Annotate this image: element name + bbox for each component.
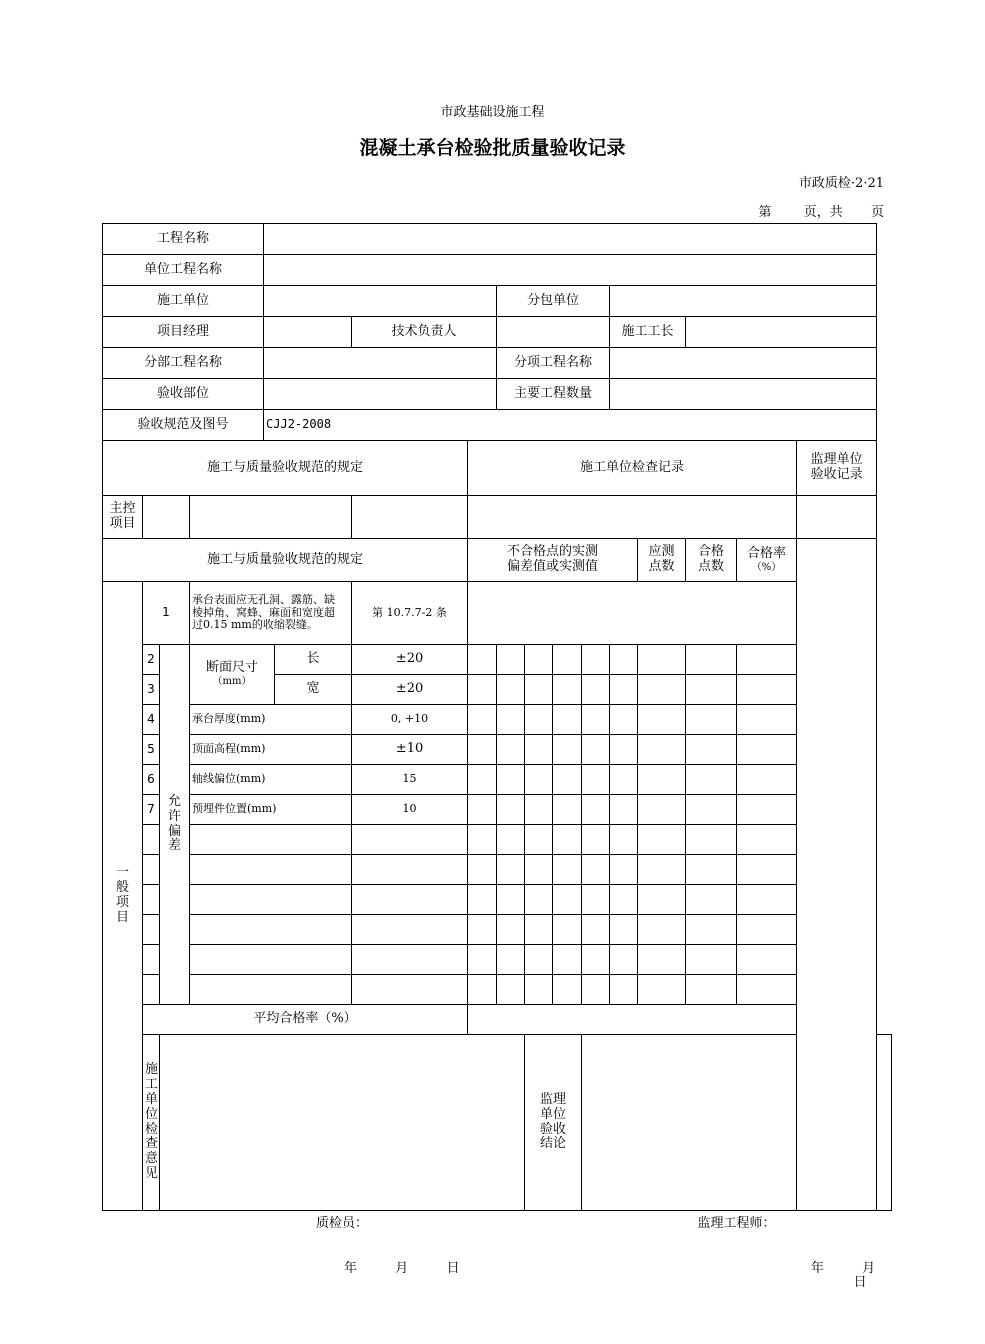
measure-cell[interactable] xyxy=(553,945,582,975)
check-record-header: 施工单位检查记录 xyxy=(468,441,797,496)
measure-cell[interactable] xyxy=(582,915,610,945)
avg-pass-rate-label: 平均合格率（%） xyxy=(143,1005,468,1035)
measure-cell[interactable] xyxy=(525,735,553,765)
measure-cell[interactable] xyxy=(497,675,525,705)
table-row xyxy=(103,945,892,975)
points-cell[interactable] xyxy=(638,765,686,795)
empty-name[interactable] xyxy=(190,975,352,1005)
main-quantity-label: 主要工程数量 xyxy=(497,379,610,410)
table-row xyxy=(103,645,892,675)
division-field[interactable] xyxy=(264,348,497,379)
main-control-record[interactable] xyxy=(468,496,797,539)
item-no: 5 xyxy=(143,735,160,765)
measure-cell[interactable] xyxy=(553,735,582,765)
spec-label: 验收规范及图号 xyxy=(103,410,264,441)
empty-name[interactable] xyxy=(190,915,352,945)
pass-points-cell[interactable] xyxy=(686,885,737,915)
measure-cell[interactable] xyxy=(497,735,525,765)
empty-value[interactable] xyxy=(352,945,468,975)
measure-cell[interactable] xyxy=(525,675,553,705)
measure-cell[interactable] xyxy=(610,975,638,1005)
points-cell[interactable] xyxy=(638,855,686,885)
empty-no[interactable] xyxy=(143,855,160,885)
item-name: 预埋件位置(mm) xyxy=(190,795,352,825)
table-row xyxy=(103,885,892,915)
measure-cell[interactable] xyxy=(525,855,553,885)
item-no: 1 xyxy=(143,582,190,645)
item-name: 承台厚度(mm) xyxy=(190,705,352,735)
empty-name[interactable] xyxy=(190,945,352,975)
points-cell[interactable] xyxy=(638,915,686,945)
measure-cell[interactable] xyxy=(497,885,525,915)
constr-date-month: 月 xyxy=(395,1260,409,1276)
measure-cell[interactable] xyxy=(553,885,582,915)
measure-cell[interactable] xyxy=(610,945,638,975)
project-name-label: 工程名称 xyxy=(103,224,264,255)
acceptance-part-label: 验收部位 xyxy=(103,379,264,410)
empty-value[interactable] xyxy=(352,855,468,885)
measure-cell[interactable] xyxy=(553,855,582,885)
pass-rate-cell[interactable] xyxy=(737,795,797,825)
super-date xyxy=(797,1262,889,1292)
constr-date-day: 日 xyxy=(446,1260,460,1276)
division-label: 分部工程名称 xyxy=(103,348,264,379)
item-no: 6 xyxy=(143,765,160,795)
measure-cell[interactable] xyxy=(468,885,497,915)
measure-cell[interactable] xyxy=(468,795,497,825)
item-value: ±20 xyxy=(352,645,468,675)
subitem-label: 分项工程名称 xyxy=(497,348,610,379)
page-label-ye: 页，共 xyxy=(803,205,843,220)
measure-cell[interactable] xyxy=(468,735,497,765)
measure-cell[interactable] xyxy=(497,825,525,855)
super-conclusion-line: 监理 xyxy=(540,1091,567,1107)
pass-rate-cell[interactable] xyxy=(737,915,797,945)
measure-cell[interactable] xyxy=(468,855,497,885)
main-control-line2: 项目 xyxy=(109,516,136,531)
page-label-ye2: 页 xyxy=(870,205,884,220)
deviation-header xyxy=(468,539,638,582)
empty-value[interactable] xyxy=(352,975,468,1005)
measure-cell[interactable] xyxy=(582,705,610,735)
table-row xyxy=(103,855,892,885)
supervision-record-line1: 监理单位 xyxy=(810,452,863,468)
measure-cell[interactable] xyxy=(525,795,553,825)
measure-cell[interactable] xyxy=(497,795,525,825)
super-conclusion-line: 验收 xyxy=(540,1121,567,1137)
item-1-text-line3: 过0.15 mm的收缩裂缝。 xyxy=(192,618,318,632)
points-cell[interactable] xyxy=(638,825,686,855)
pass-points-cell[interactable] xyxy=(686,645,737,675)
table-row xyxy=(103,735,892,765)
pass-points-cell[interactable] xyxy=(686,915,737,945)
construction-unit-field[interactable] xyxy=(264,286,497,317)
general-items-char: 一 xyxy=(115,865,129,881)
measure-cell[interactable] xyxy=(497,645,525,675)
item-1-text xyxy=(190,582,352,645)
constr-date-year: 年 xyxy=(344,1260,358,1276)
row-section-header xyxy=(103,441,892,496)
super-conclusion-field[interactable] xyxy=(582,1035,892,1291)
measure-cell[interactable] xyxy=(553,915,582,945)
points-cell[interactable] xyxy=(638,945,686,975)
measure-cell[interactable] xyxy=(468,975,497,1005)
measure-cell[interactable] xyxy=(553,645,582,675)
item-no: 4 xyxy=(143,705,160,735)
main-control-line1: 主控 xyxy=(109,501,136,517)
constr-opinion-line: 意见 xyxy=(145,1151,159,1182)
super-conclusion-line: 结论 xyxy=(540,1136,567,1152)
points-line2: 点数 xyxy=(648,559,675,574)
empty-name[interactable] xyxy=(190,825,352,855)
pass-rate-line2: （%） xyxy=(751,561,782,573)
measure-cell[interactable] xyxy=(610,825,638,855)
item-1-text-line2: 棱掉角、窝蜂、麻面和宽度超 xyxy=(192,605,335,619)
project-name-field[interactable] xyxy=(264,224,877,255)
acceptance-part-field[interactable] xyxy=(264,379,497,410)
measure-cell[interactable] xyxy=(468,825,497,855)
item-value: 10 xyxy=(352,795,468,825)
measure-cell[interactable] xyxy=(582,675,610,705)
measure-cell[interactable] xyxy=(497,945,525,975)
pass-points-cell[interactable] xyxy=(686,825,737,855)
measure-cell[interactable] xyxy=(497,975,525,1005)
super-conclusion-line: 单位 xyxy=(540,1106,567,1122)
measure-cell[interactable] xyxy=(582,885,610,915)
measure-cell[interactable] xyxy=(553,765,582,795)
item-name: 宽 xyxy=(275,675,352,705)
document-title: 混凝土承台检验批质量验收记录 xyxy=(359,137,626,159)
supervision-record-line2: 验收记录 xyxy=(810,467,863,482)
measure-cell[interactable] xyxy=(582,855,610,885)
pass-points-header xyxy=(686,539,737,582)
row-division xyxy=(103,348,892,379)
general-items-char: 般 xyxy=(115,880,129,896)
super-date-month: 月 xyxy=(862,1260,876,1276)
item-no: 2 xyxy=(143,645,160,675)
document-category: 市政基础设施工程 xyxy=(440,105,545,120)
item-name: 顶面高程(mm) xyxy=(190,735,352,765)
measure-cell[interactable] xyxy=(582,945,610,975)
general-items-char: 目 xyxy=(115,909,129,925)
table-row xyxy=(103,765,892,795)
measure-cell[interactable] xyxy=(553,975,582,1005)
measure-cell[interactable] xyxy=(525,915,553,945)
measure-cell[interactable] xyxy=(610,885,638,915)
allowed-deviation-label xyxy=(160,645,190,1005)
constr-date xyxy=(344,1262,460,1277)
measure-cell[interactable] xyxy=(610,795,638,825)
row-average-pass-rate xyxy=(103,1005,892,1035)
empty-name[interactable] xyxy=(190,855,352,885)
measure-cell[interactable] xyxy=(497,765,525,795)
points-header xyxy=(638,539,686,582)
measure-cell[interactable] xyxy=(582,645,610,675)
item-name: 轴线偏位(mm) xyxy=(190,765,352,795)
avg-pass-rate-value[interactable] xyxy=(468,1005,797,1035)
row-main-control xyxy=(103,496,892,539)
spec-rules-header: 施工与质量验收规范的规定 xyxy=(103,441,468,496)
main-control-clause[interactable] xyxy=(352,496,468,539)
points-cell[interactable] xyxy=(638,735,686,765)
main-control-no[interactable] xyxy=(143,496,190,539)
measure-cell[interactable] xyxy=(553,795,582,825)
item-1-record[interactable] xyxy=(468,582,797,645)
row-construction-unit xyxy=(103,286,892,317)
super-date-year: 年 xyxy=(810,1260,824,1276)
constr-opinion-line: 单位 xyxy=(145,1091,159,1122)
acceptance-record-table xyxy=(102,223,892,1291)
empty-no[interactable] xyxy=(143,885,160,915)
constr-opinion-label xyxy=(143,1035,160,1211)
measure-cell[interactable] xyxy=(525,765,553,795)
measure-cell[interactable] xyxy=(610,735,638,765)
main-quantity-field[interactable] xyxy=(610,379,877,410)
subcontract-unit-label: 分包单位 xyxy=(497,286,610,317)
points-line1: 应测 xyxy=(648,544,675,560)
tech-lead-label: 技术负责人 xyxy=(352,317,497,348)
measure-cell[interactable] xyxy=(525,975,553,1005)
allowed-deviation-char: 差 xyxy=(167,838,181,854)
inspector-label: 质检员： xyxy=(316,1215,369,1231)
pass-rate-cell[interactable] xyxy=(737,855,797,885)
project-manager-field[interactable] xyxy=(264,317,352,348)
row-acceptance-part xyxy=(103,379,892,410)
spec-value: CJJ2-2008 xyxy=(264,410,877,441)
item-no: 3 xyxy=(143,675,160,705)
foreman-field[interactable] xyxy=(686,317,877,348)
deviation-line2: 偏差值或实测值 xyxy=(507,559,599,574)
pass-rate-cell[interactable] xyxy=(737,675,797,705)
pass-points-cell[interactable] xyxy=(686,765,737,795)
table-row xyxy=(103,825,892,855)
subcontract-unit-field[interactable] xyxy=(610,286,877,317)
project-manager-label: 项目经理 xyxy=(103,317,264,348)
pass-points-cell[interactable] xyxy=(686,705,737,735)
main-control-supervision[interactable] xyxy=(797,496,877,539)
measure-cell[interactable] xyxy=(468,945,497,975)
pass-rate-line1: 合格率 xyxy=(747,545,787,561)
measure-cell[interactable] xyxy=(610,915,638,945)
main-control-content[interactable] xyxy=(190,496,352,539)
measure-cell[interactable] xyxy=(525,825,553,855)
row-spec xyxy=(103,410,892,441)
measure-cell[interactable] xyxy=(582,735,610,765)
empty-no[interactable] xyxy=(143,915,160,945)
form-code: 市政质检·2·21 xyxy=(798,176,884,191)
measure-cell[interactable] xyxy=(610,675,638,705)
measure-cell[interactable] xyxy=(468,765,497,795)
allowed-deviation-char: 允 xyxy=(167,793,181,809)
construction-unit-label: 施工单位 xyxy=(103,286,264,317)
constr-opinion-line: 检查 xyxy=(145,1121,159,1152)
points-cell[interactable] xyxy=(638,705,686,735)
pass-rate-cell[interactable] xyxy=(737,645,797,675)
empty-no[interactable] xyxy=(143,975,160,1005)
measure-cell[interactable] xyxy=(553,705,582,735)
item-value: 15 xyxy=(352,765,468,795)
table-row xyxy=(103,705,892,735)
measure-cell[interactable] xyxy=(610,855,638,885)
measure-cell[interactable] xyxy=(610,705,638,735)
table-row xyxy=(103,975,892,1005)
measure-cell[interactable] xyxy=(468,645,497,675)
item-value: ±10 xyxy=(352,735,468,765)
pass-points-line2: 点数 xyxy=(698,559,725,574)
pass-points-cell[interactable] xyxy=(686,675,737,705)
item-no: 7 xyxy=(143,795,160,825)
item-value: 0, +10 xyxy=(352,705,468,735)
constr-opinion-line: 施工 xyxy=(145,1061,159,1092)
measure-cell[interactable] xyxy=(525,885,553,915)
unit-project-field[interactable] xyxy=(264,255,877,286)
measure-cell[interactable] xyxy=(468,675,497,705)
measure-cell[interactable] xyxy=(582,975,610,1005)
empty-no[interactable] xyxy=(143,945,160,975)
measure-cell[interactable] xyxy=(582,765,610,795)
pass-rate-header xyxy=(737,539,797,582)
pass-points-cell[interactable] xyxy=(686,945,737,975)
row-project-name xyxy=(103,224,892,255)
measure-cell[interactable] xyxy=(468,915,497,945)
pass-rate-cell[interactable] xyxy=(737,765,797,795)
pass-rate-cell[interactable] xyxy=(737,885,797,915)
points-cell[interactable] xyxy=(638,675,686,705)
measure-cell[interactable] xyxy=(582,795,610,825)
measure-cell[interactable] xyxy=(497,855,525,885)
row-unit-project xyxy=(103,255,892,286)
empty-no[interactable] xyxy=(143,825,160,855)
supervision-record-header xyxy=(797,441,877,496)
measure-cell[interactable] xyxy=(610,645,638,675)
row-signatures xyxy=(103,1035,892,1211)
constr-opinion-field[interactable] xyxy=(160,1035,525,1276)
general-items-char: 项 xyxy=(115,895,129,910)
subitem-field[interactable] xyxy=(610,348,877,379)
measure-cell[interactable] xyxy=(497,705,525,735)
measure-cell[interactable] xyxy=(553,675,582,705)
spec-rules-header-2: 施工与质量验收规范的规定 xyxy=(103,539,468,582)
row-manager xyxy=(103,317,892,348)
section-size-line2: （mm） xyxy=(212,676,252,688)
measure-cell[interactable] xyxy=(610,765,638,795)
table-row xyxy=(103,795,892,825)
super-date-day: 日 xyxy=(853,1275,867,1291)
super-engineer-label: 监理工程师： xyxy=(697,1215,776,1231)
pass-points-cell[interactable] xyxy=(686,855,737,885)
measure-cell[interactable] xyxy=(468,705,497,735)
pass-rate-cell[interactable] xyxy=(737,945,797,975)
page-number xyxy=(758,201,884,220)
pass-rate-cell[interactable] xyxy=(737,735,797,765)
allowed-deviation-char: 许 xyxy=(167,808,181,824)
points-cell[interactable] xyxy=(638,885,686,915)
pass-rate-cell[interactable] xyxy=(737,825,797,855)
pass-rate-cell[interactable] xyxy=(737,975,797,1005)
empty-value[interactable] xyxy=(352,825,468,855)
pass-points-cell[interactable] xyxy=(686,795,737,825)
tech-lead-field[interactable] xyxy=(497,317,610,348)
table-row xyxy=(103,582,892,645)
measure-cell[interactable] xyxy=(525,705,553,735)
measure-cell[interactable] xyxy=(582,825,610,855)
section-size-label xyxy=(190,645,275,705)
pass-points-line1: 合格 xyxy=(698,544,725,560)
page-label-di: 第 xyxy=(758,205,772,220)
super-conclusion-label xyxy=(525,1035,582,1211)
pass-points-cell[interactable] xyxy=(686,975,737,1005)
item-value: ±20 xyxy=(352,675,468,705)
points-cell[interactable] xyxy=(638,645,686,675)
points-cell[interactable] xyxy=(638,975,686,1005)
points-cell[interactable] xyxy=(638,795,686,825)
measure-cell[interactable] xyxy=(525,645,553,675)
table-row xyxy=(103,915,892,945)
item-1-clause: 第 10.7.7-2 条 xyxy=(352,582,468,645)
measure-cell[interactable] xyxy=(525,945,553,975)
deviation-line1: 不合格点的实测 xyxy=(507,544,599,560)
general-items-label xyxy=(103,582,143,1211)
measure-cell[interactable] xyxy=(497,915,525,945)
main-control-label xyxy=(103,496,143,539)
pass-points-cell[interactable] xyxy=(686,735,737,765)
empty-name[interactable] xyxy=(190,885,352,915)
item-name: 长 xyxy=(275,645,352,675)
pass-rate-cell[interactable] xyxy=(737,705,797,735)
item-1-text-line1: 承台表面应无孔洞、露筋、缺 xyxy=(192,593,335,607)
row-general-header xyxy=(103,539,892,582)
unit-project-label: 单位工程名称 xyxy=(103,255,264,286)
allowed-deviation-char: 偏 xyxy=(167,823,181,839)
foreman-label: 施工工长 xyxy=(610,317,686,348)
measure-cell[interactable] xyxy=(553,825,582,855)
empty-value[interactable] xyxy=(352,885,468,915)
section-size-line1: 断面尺寸 xyxy=(206,660,259,676)
empty-value[interactable] xyxy=(352,915,468,945)
